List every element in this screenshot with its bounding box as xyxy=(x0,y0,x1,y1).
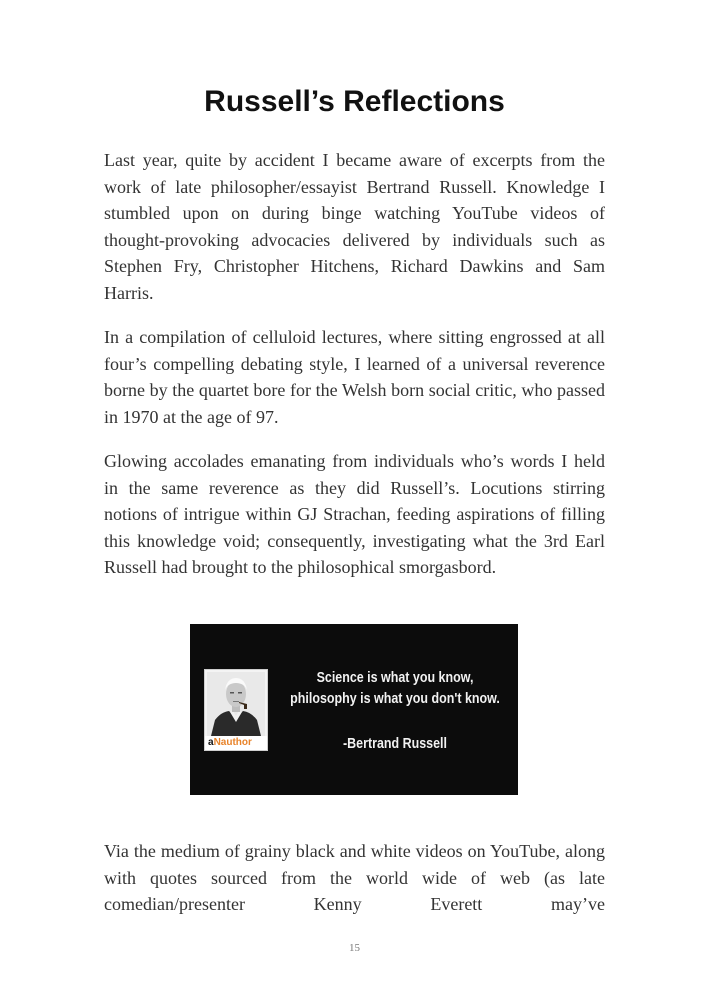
quote-text: Science is what you know, philosophy is what you don't know. xyxy=(290,670,500,707)
page-number: 15 xyxy=(349,942,360,954)
paragraph-4: Via the medium of grainy black and white videos on YouTube, along with quotes sourced from the world wide of web (as late comedian/presenter Kenny Everett may’ve xyxy=(104,841,605,915)
paragraph-3: Glowing accolades emanating from individuals who’s words I held in the same reverence as they did Russell’s. Locutions stirring notions of intrigue within GJ Strachan, feeding aspirations of filling this knowledge void; consequently, investigating what the 3rd Earl Russell had brought to the philosophical smorgasbord. xyxy=(104,451,605,578)
portrait-photo-icon xyxy=(207,672,265,736)
author-portrait xyxy=(204,669,268,751)
brand-logo: aNauthor xyxy=(205,736,267,750)
paragraph-1: Last year, quite by accident I became aware of excerpts from the work of late philosopher/essayist Bertrand Russell. Knowledge I stumbled upon on during binge watching YouTube videos of thought-provoking advocacies delivered by individuals such as Stephen Fry, Christopher Hitchens, Richard Dawkins and Sam Harris. xyxy=(104,150,605,303)
page-title: Russell’s Reflections xyxy=(204,85,505,118)
quote-image xyxy=(190,624,518,795)
paragraph-2: In a compilation of celluloid lectures, where sitting engrossed at all four’s compelling debating style, I learned of a universal reverence borne by the quartet bore for the Welsh born social critic, who passed in 1970 at the age of 97. xyxy=(104,327,605,427)
quote-author: -Bertrand Russell xyxy=(343,736,447,752)
